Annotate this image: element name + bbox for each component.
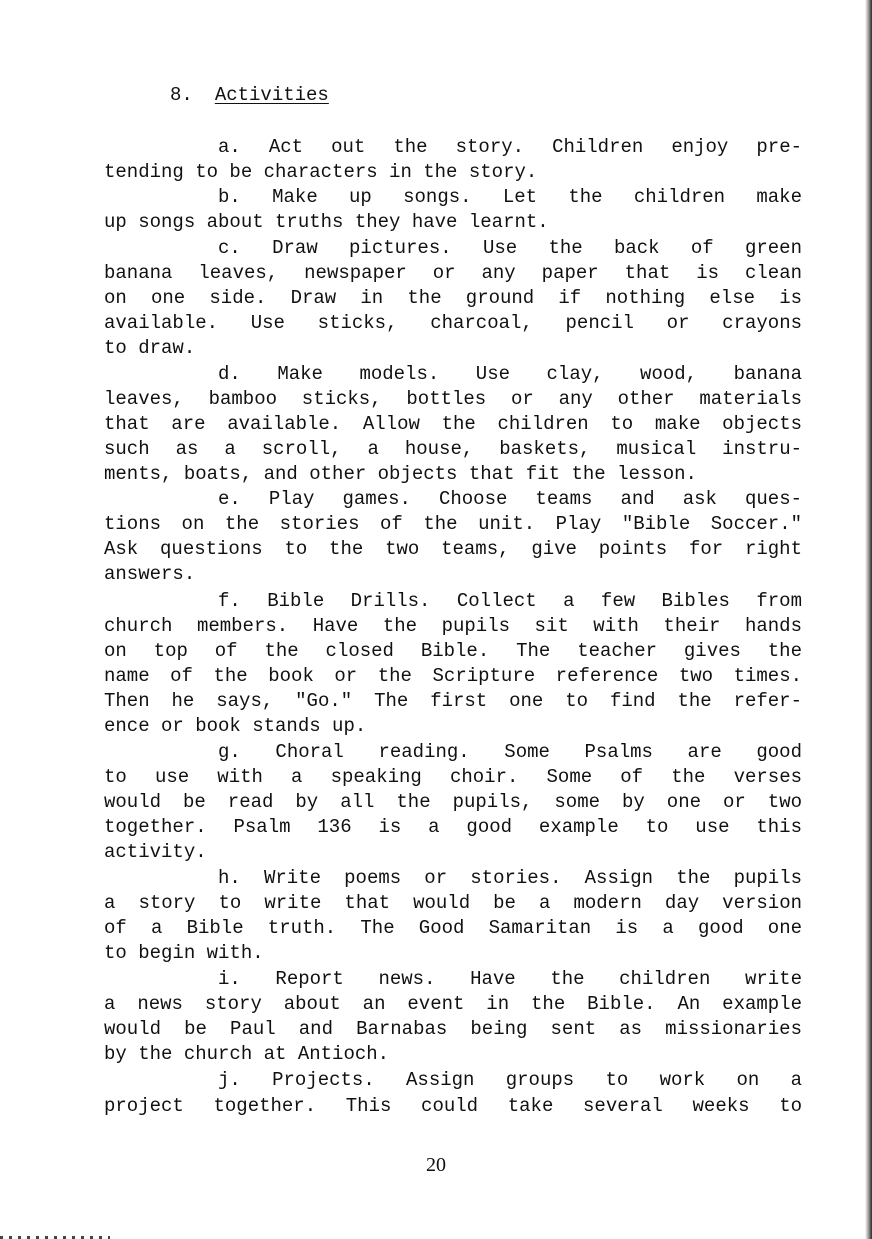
body-line: b. Make up songs. Let the children make [218,186,802,208]
body-line: available. Use sticks, charcoal, pencil or crayons [104,312,802,334]
body-line: a story to write that would be a modern day version [104,892,802,914]
body-line: such as a scroll, a house, baskets, musical instru- [104,438,802,460]
section-title: Activities [214,84,329,106]
body-line: a. Act out the story. Children enjoy pre- [218,136,802,158]
body-line: i. Report news. Have the children write [218,968,802,990]
body-line: e. Play games. Choose teams and ask ques- [218,488,802,510]
page-number: 20 [426,1154,446,1176]
body-line: together. Psalm 136 is a good example to use this [104,816,802,838]
body-line: d. Make models. Use clay, wood, banana [218,363,802,385]
body-line: h. Write poems or stories. Assign the pupils [218,867,802,889]
body-line: Then he says, "Go." The first one to find the refer- [104,690,802,712]
body-line: would be Paul and Barnabas being sent as missionaries [104,1018,802,1040]
body-line: activity. [104,841,207,863]
body-line: would be read by all the pupils, some by one or two [104,791,802,813]
body-line: to use with a speaking choir. Some of the verses [104,766,802,788]
body-line: tions on the stories of the unit. Play "Bible Soccer." [104,513,802,535]
body-line: answers. [104,563,196,585]
section-number: 8. [170,84,193,106]
scan-edge-shadow [865,0,872,1239]
body-line: on top of the closed Bible. The teacher gives the [104,640,802,662]
body-line: leaves, bamboo sticks, bottles or any other materials [104,388,802,410]
section-heading [170,84,329,106]
body-line: of a Bible truth. The Good Samaritan is a good one [104,917,802,939]
body-line: on one side. Draw in the ground if nothing else is [104,287,802,309]
body-line: project together. This could take several weeks to [104,1095,802,1117]
body-line: up songs about truths they have learnt. [104,211,549,233]
body-line: tending to be characters in the story. [104,161,538,183]
body-line: to begin with. [104,942,264,964]
body-line: g. Choral reading. Some Psalms are good [218,741,802,763]
body-line: name of the book or the Scripture reference two times. [104,665,802,687]
body-line: ments, boats, and other objects that fit the lesson. [104,463,697,485]
body-line: to draw. [104,337,196,359]
body-line: Ask questions to the two teams, give points for right [104,538,802,560]
body-line: banana leaves, newspaper or any paper that is clean [104,262,802,284]
body-line: f. Bible Drills. Collect a few Bibles from [218,590,802,612]
body-line: c. Draw pictures. Use the back of green [218,237,802,259]
body-line: j. Projects. Assign groups to work on a [218,1069,802,1091]
body-line: that are available. Allow the children to make objects [104,413,802,435]
body-line: by the church at Antioch. [104,1043,390,1065]
body-line: a news story about an event in the Bible. An example [104,993,802,1015]
body-line: ence or book stands up. [104,715,367,737]
body-line: church members. Have the pupils sit with their hands [104,615,802,637]
